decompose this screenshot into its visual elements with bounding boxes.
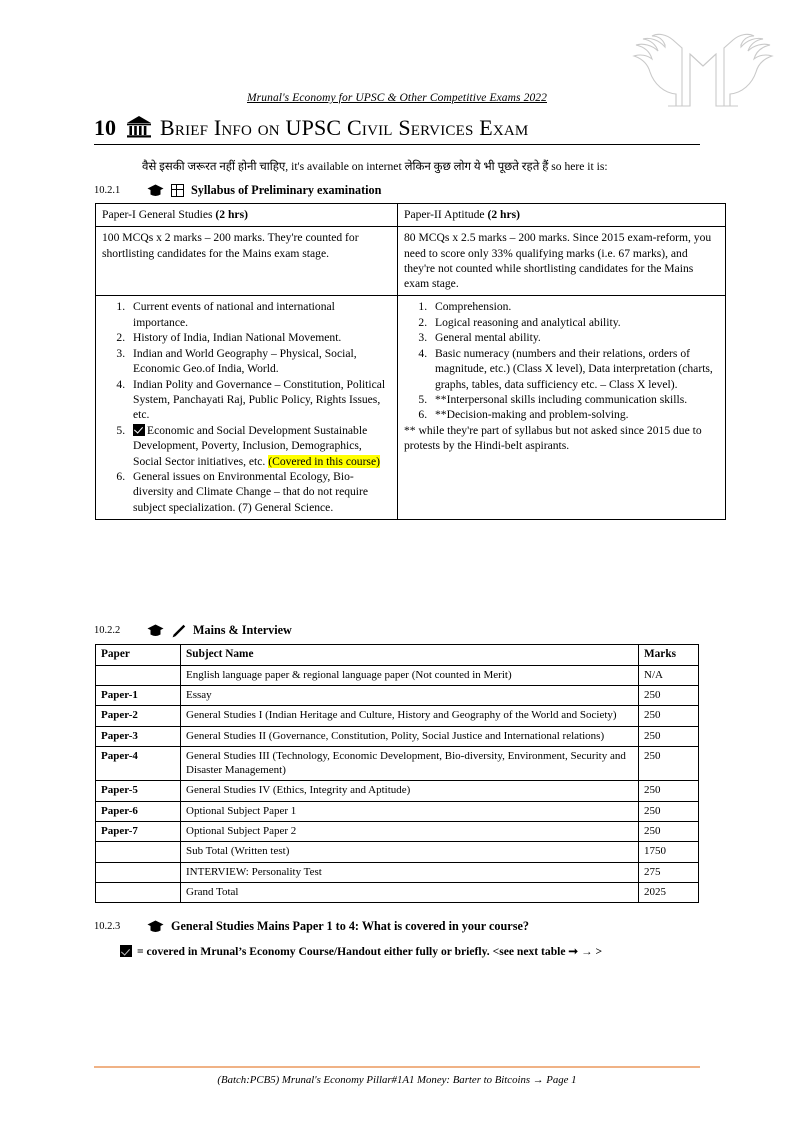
chapter-heading (94, 115, 700, 145)
cell-marks: N/A (639, 665, 699, 685)
table-row-header (96, 645, 699, 666)
list-item: 1. Current events of national and international importance. (128, 299, 391, 330)
cell-marks: 250 (639, 706, 699, 726)
table-row (96, 822, 699, 842)
table-row (96, 665, 699, 685)
list-item: 3. Indian and World Geography – Physical, Social, Economic Geo.of India, World. (128, 346, 391, 377)
prelims-syllabus-table (95, 203, 726, 520)
running-header-text: Mrunal's Economy for UPSC & Other Competitive Exams 2022 (247, 92, 547, 104)
cell-paper (96, 842, 181, 862)
list-item: 3. General mental ability. (430, 330, 719, 345)
cell-subject: General Studies III (Technology, Economic Development, Bio-diversity, Environment, Security and Disaster Management) (181, 746, 639, 781)
prelims-col2-header-duration: (2 hrs) (487, 208, 521, 221)
cell-paper: Paper-6 (96, 801, 181, 821)
column-header-paper: Paper (96, 645, 181, 666)
table-row (96, 801, 699, 821)
cell-subject: Sub Total (Written test) (181, 842, 639, 862)
cell-subject: Optional Subject Paper 1 (181, 801, 639, 821)
section-heading-10-2-1 (94, 183, 381, 198)
grid-icon (171, 184, 184, 197)
graduation-cap-icon (147, 920, 164, 934)
list-item: 2. History of India, Indian National Movement. (128, 330, 391, 345)
cell-subject: Optional Subject Paper 2 (181, 822, 639, 842)
section-title: Mains & Interview (193, 623, 292, 637)
table-row-description (96, 227, 726, 296)
cell-marks: 250 (639, 726, 699, 746)
prelims-col1-syllabus (96, 296, 398, 520)
csat-footnote: ** while they're part of syllabus but not asked since 2015 due to protests by the Hindi-belt aspirants. (404, 423, 702, 453)
list-item: 4. Indian Polity and Governance – Constitution, Political System, Panchayati Raj, Public Policy, Rights Issues, etc. (128, 377, 391, 423)
cell-marks: 2025 (639, 882, 699, 902)
table-row-header (96, 204, 726, 227)
table-row (96, 706, 699, 726)
cell-paper (96, 882, 181, 902)
section-title: Syllabus of Preliminary examination (191, 183, 382, 197)
section-heading-10-2-2 (94, 623, 292, 638)
cell-subject: General Studies II (Governance, Constitution, Polity, Social Justice and International relations) (181, 726, 639, 746)
cell-marks: 1750 (639, 842, 699, 862)
mains-interview-table (95, 644, 699, 903)
section-number: 10.2.2 (94, 625, 121, 636)
cell-marks: 250 (639, 781, 699, 801)
cell-paper: Paper-5 (96, 781, 181, 801)
list-item: 1. Comprehension. (430, 299, 719, 314)
prelims-col1-header-text: Paper-I General Studies (102, 208, 216, 221)
pencil-icon (171, 624, 186, 638)
cell-paper: Paper-3 (96, 726, 181, 746)
cell-paper: Paper-4 (96, 746, 181, 781)
footer-text: (Batch:PCB5) Mrunal's Economy Pillar#1A1 Money: Barter to Bitcoins → Page 1 (217, 1074, 577, 1086)
section-number: 10.2.1 (94, 185, 121, 196)
checkbox-checked-icon (120, 945, 132, 957)
table-row-syllabus (96, 296, 726, 520)
cell-paper: Paper-1 (96, 685, 181, 705)
cell-subject: Grand Total (181, 882, 639, 902)
cell-subject: English language paper & regional language paper (Not counted in Merit) (181, 665, 639, 685)
footer-divider (94, 1066, 700, 1068)
cell-paper (96, 862, 181, 882)
covered-highlight-badge: (Covered in this course) (268, 454, 380, 468)
section-title: General Studies Mains Paper 1 to 4: What is covered in your course? (171, 919, 529, 933)
table-row (96, 862, 699, 882)
list-item: 2. Logical reasoning and analytical ability. (430, 315, 719, 330)
chapter-number: 10 (94, 115, 116, 140)
table-row (96, 726, 699, 746)
table-row (96, 685, 699, 705)
gs-syllabus-list (102, 299, 391, 515)
prelims-col2-header (398, 204, 726, 227)
cell-subject: INTERVIEW: Personality Test (181, 862, 639, 882)
table-row (96, 781, 699, 801)
cell-marks: 250 (639, 746, 699, 781)
list-item: 6. General issues on Environmental Ecology, Bio-diversity and Climate Change – that do not require subject specialization. (7) General Science. (128, 469, 391, 515)
list-item: 4. Basic numeracy (numbers and their relations, orders of magnitude, etc.) (Class X level), Data interpretation (charts, graphs, tables, data sufficiency etc. – Class X level). (430, 346, 719, 392)
cell-subject: General Studies I (Indian Heritage and Culture, History and Geography of the World and Society) (181, 706, 639, 726)
intro-line: वैसे इसकी जरूरत नहीं होनी चाहिए, it's available on internet लेकिन कुछ लोग ये भी पूछते रहते हैं so here it is: (142, 160, 608, 173)
list-item: 5. **Interpersonal skills including communication skills. (430, 392, 719, 407)
cell-marks: 275 (639, 862, 699, 882)
prelims-col1-description: 100 MCQs x 2 marks – 200 marks. They're counted for shortlisting candidates for the Mains exam stage. (96, 227, 398, 296)
legend-note (120, 944, 602, 958)
bank-building-icon (126, 115, 152, 139)
graduation-cap-icon (147, 184, 164, 198)
prelims-col2-header-text: Paper-II Aptitude (404, 208, 488, 221)
cell-paper: Paper-2 (96, 706, 181, 726)
section-heading-10-2-3 (94, 919, 529, 934)
cell-paper: Paper-7 (96, 822, 181, 842)
prelims-col1-header-duration: (2 hrs) (215, 208, 248, 221)
graduation-cap-icon (147, 624, 164, 638)
list-item: 6. **Decision-making and problem-solving. (430, 407, 719, 422)
cell-marks: 250 (639, 822, 699, 842)
prelims-col2-syllabus (398, 296, 726, 520)
chapter-title: Brief Info on UPSC Civil Services Exam (160, 115, 529, 140)
cell-paper (96, 665, 181, 685)
cell-subject: General Studies IV (Ethics, Integrity and Aptitude) (181, 781, 639, 801)
list-item-text: Economic and Social Development Sustainable Development, Poverty, Inclusion, Demographics, Social Sector initiatives, etc. (133, 423, 368, 468)
cell-subject: Essay (181, 685, 639, 705)
legend-note-text: = covered in Mrunal’s Economy Course/Handout either fully or briefly. <see next table ➞ → > (137, 945, 603, 958)
checkbox-checked-icon (133, 424, 145, 436)
column-header-subject: Subject Name (181, 645, 639, 666)
cell-marks: 250 (639, 685, 699, 705)
column-header-marks: Marks (639, 645, 699, 666)
prelims-col2-description: 80 MCQs x 2.5 marks – 200 marks. Since 2015 exam-reform, you need to score only 33% qualifying marks (i.e. 67 marks), and they're not counted while shortlisting candidates for the Mains exam stage. (398, 227, 726, 296)
running-header (0, 92, 794, 104)
table-row (96, 746, 699, 781)
list-item-covered (128, 423, 391, 469)
cell-marks: 250 (639, 801, 699, 821)
section-number: 10.2.3 (94, 921, 121, 932)
csat-syllabus-list (404, 299, 719, 422)
table-row (96, 882, 699, 902)
table-row (96, 842, 699, 862)
prelims-col1-header (96, 204, 398, 227)
